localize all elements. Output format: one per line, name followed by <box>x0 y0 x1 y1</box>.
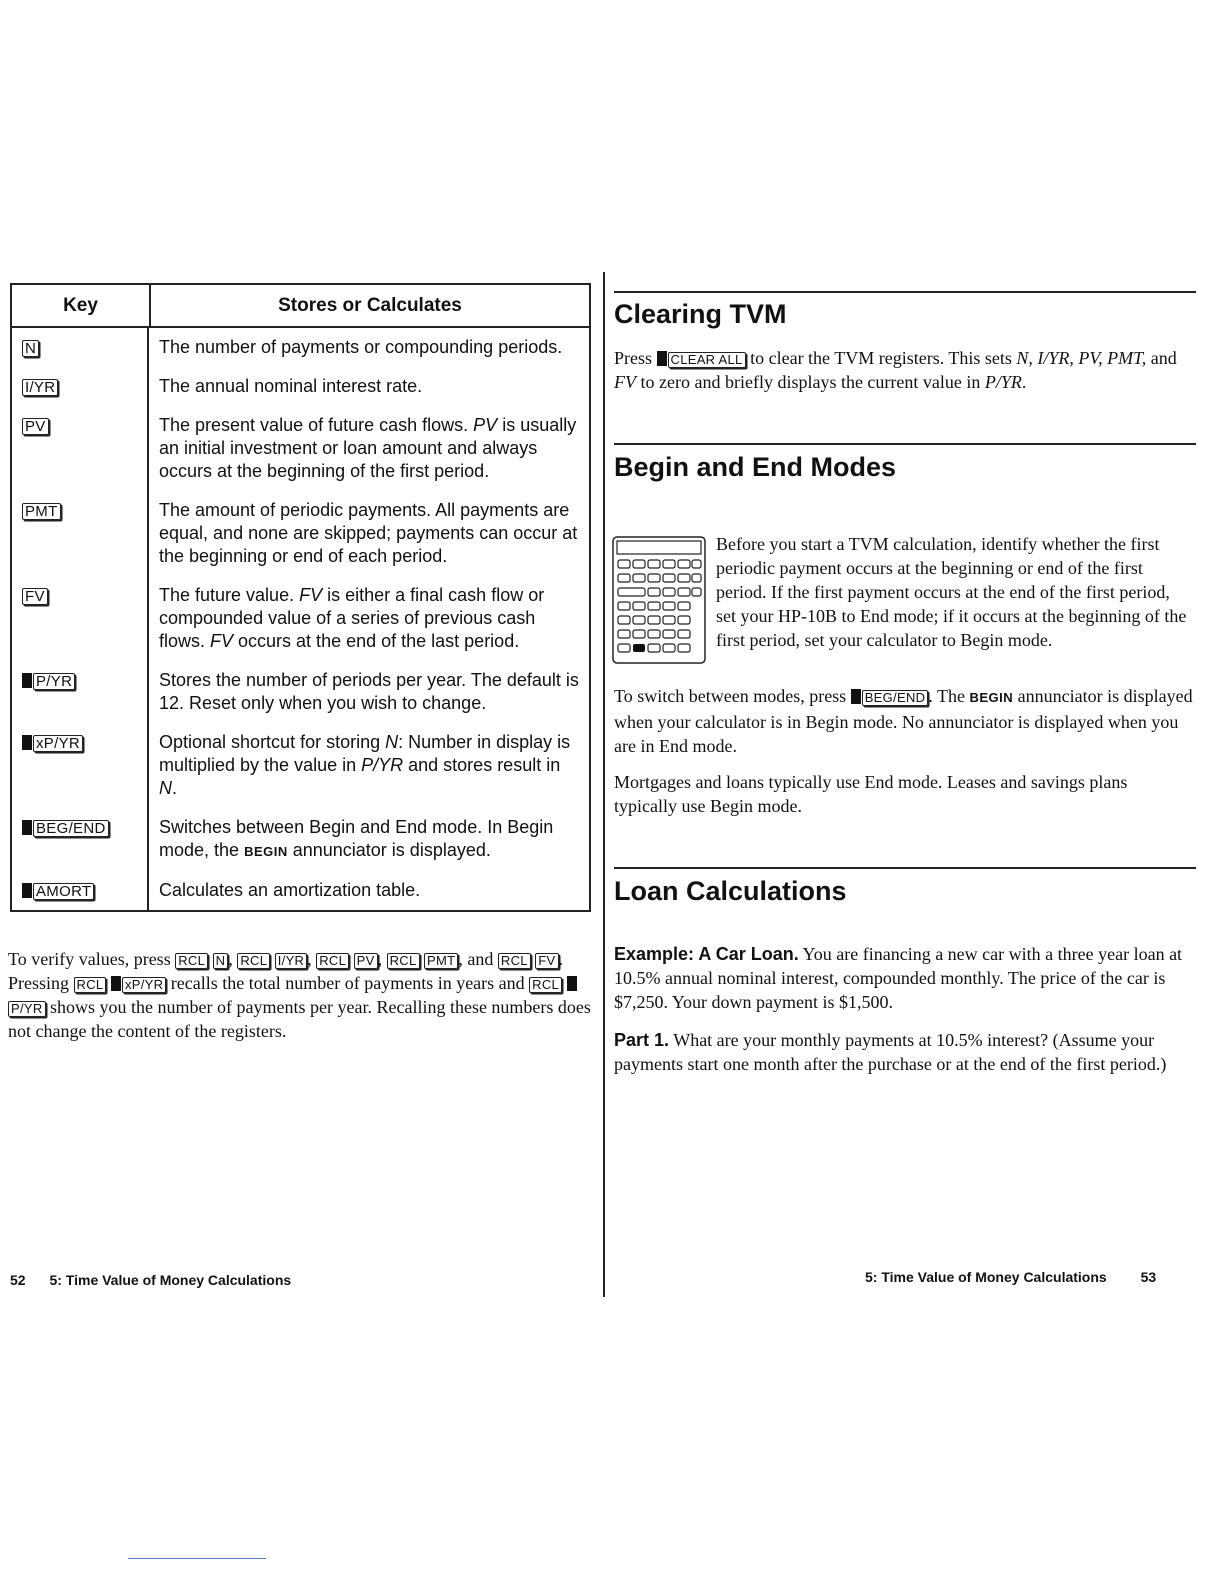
table-row <box>12 367 589 406</box>
row-desc: Calculates an amortization table. <box>159 880 421 900</box>
page-divider <box>603 272 605 1297</box>
begin-end-heading: Begin and End Modes <box>614 452 897 482</box>
table-row <box>12 328 589 367</box>
row-desc: The number of payments or compounding periods. <box>159 337 563 357</box>
table-row <box>12 661 589 723</box>
page-number: 53 <box>1140 1269 1157 1285</box>
clearing-tvm-paragraph: Press CLEAR ALL to clear the TVM registers. This sets N, I/YR, PV, PMT, and FV to zero and briefly displays the current value in P/YR. <box>614 348 1177 392</box>
car-loan-part1: Part 1. What are your monthly payments at 10.5% interest? (Assume your payments start one month after the purchase or at the end of the first period.) <box>614 1030 1167 1074</box>
chapter-title: 5: Time Value of Money Calculations <box>49 1272 292 1288</box>
verify-values-paragraph: To verify values, press RCL N , RCL I/YR , RCL PV , RCL PMT , and RCL FV . Pressing RCL xP/YR recalls the total number of payments in years and RCL P/YR shows you the number of payments per year. Recalling these numbers does not change the content of the registers. <box>8 949 591 1041</box>
table-row <box>12 723 589 808</box>
chapter-title: 5: Time Value of Money Calculations <box>865 1269 1107 1285</box>
footer-right <box>865 1269 1156 1285</box>
pv-key: PV <box>22 418 49 435</box>
row-desc: The present value of future cash flows. PV is usually an initial investment or loan amount and always occurs at the beginning of the first period. <box>159 415 577 481</box>
footer-left <box>10 1272 291 1288</box>
xpyr-key: xP/YR <box>33 735 83 752</box>
begin-end-switch-paragraph: To switch between modes, press BEG/END . The BEGIN annunciator is displayed when your calculator is in Begin mode. No annunciator is displayed when you are in End mode. <box>614 686 1193 756</box>
row-desc: The amount of periodic payments. All payments are equal, and none are skipped; payments can occur at the beginning or end of each period. <box>159 500 578 566</box>
page-number: 52 <box>10 1272 26 1288</box>
amort-key: AMORT <box>33 883 94 900</box>
header-desc: Stores or Calculates <box>278 294 462 316</box>
section-rule <box>614 443 1196 445</box>
n-key: N <box>22 340 39 357</box>
beg-end-key: BEG/END <box>33 820 109 837</box>
header-key: Key <box>12 285 151 326</box>
pmt-key: PMT <box>22 503 61 520</box>
key-table <box>10 283 591 912</box>
table-header <box>12 285 589 328</box>
begin-end-usage-paragraph: Mortgages and loans typically use End mode. Leases and savings plans typically use Begin mode. <box>614 772 1128 816</box>
shift-key-icon <box>22 673 32 688</box>
shift-key-icon <box>22 735 32 750</box>
shift-key-icon <box>22 820 32 835</box>
table-row <box>12 808 589 871</box>
table-row <box>12 871 589 910</box>
row-desc: Switches between Begin and End mode. In Begin mode, the BEGIN annunciator is displayed. <box>159 817 554 860</box>
table-row <box>12 406 589 491</box>
bottom-rule <box>128 1558 266 1559</box>
begin-end-intro: Before you start a TVM calculation, identify whether the first periodic payment occurs at the beginning or end of the first period. If the first payment occurs at the end of the first period, set your HP-10B to End mode; if it occurs at the beginning of the first period, set your calculator to Begin mode. <box>716 534 1187 650</box>
row-desc: The annual nominal interest rate. <box>159 376 423 396</box>
pyr-key: P/YR <box>33 673 75 690</box>
beg-end-key: BEG/END <box>862 690 929 706</box>
table-row <box>12 576 589 661</box>
car-loan-example: Example: A Car Loan. You are financing a new car with a three year loan at 10.5% annual nominal interest, compounded monthly. The price of the car is $7,250. Your down payment is $1,500. <box>614 944 1183 1012</box>
iyr-key: I/YR <box>22 379 58 396</box>
clear-all-key: CLEAR ALL <box>668 352 746 368</box>
fv-key: FV <box>22 588 48 605</box>
row-desc: The future value. FV is either a final cash flow or compounded value of a series of previous cash flows. FV occurs at the end of the last period. <box>159 585 545 651</box>
section-rule <box>614 291 1196 293</box>
calculator-icon <box>612 536 706 664</box>
shift-key-icon <box>22 883 32 898</box>
clearing-tvm-heading: Clearing TVM <box>614 299 787 329</box>
section-rule <box>614 867 1196 869</box>
row-desc: Optional shortcut for storing N: Number in display is multiplied by the value in P/YR and stores result in N. <box>159 732 571 798</box>
table-row <box>12 491 589 576</box>
loan-calculations-heading: Loan Calculations <box>614 876 847 906</box>
row-desc: Stores the number of periods per year. The default is 12. Reset only when you wish to change. <box>159 670 579 713</box>
